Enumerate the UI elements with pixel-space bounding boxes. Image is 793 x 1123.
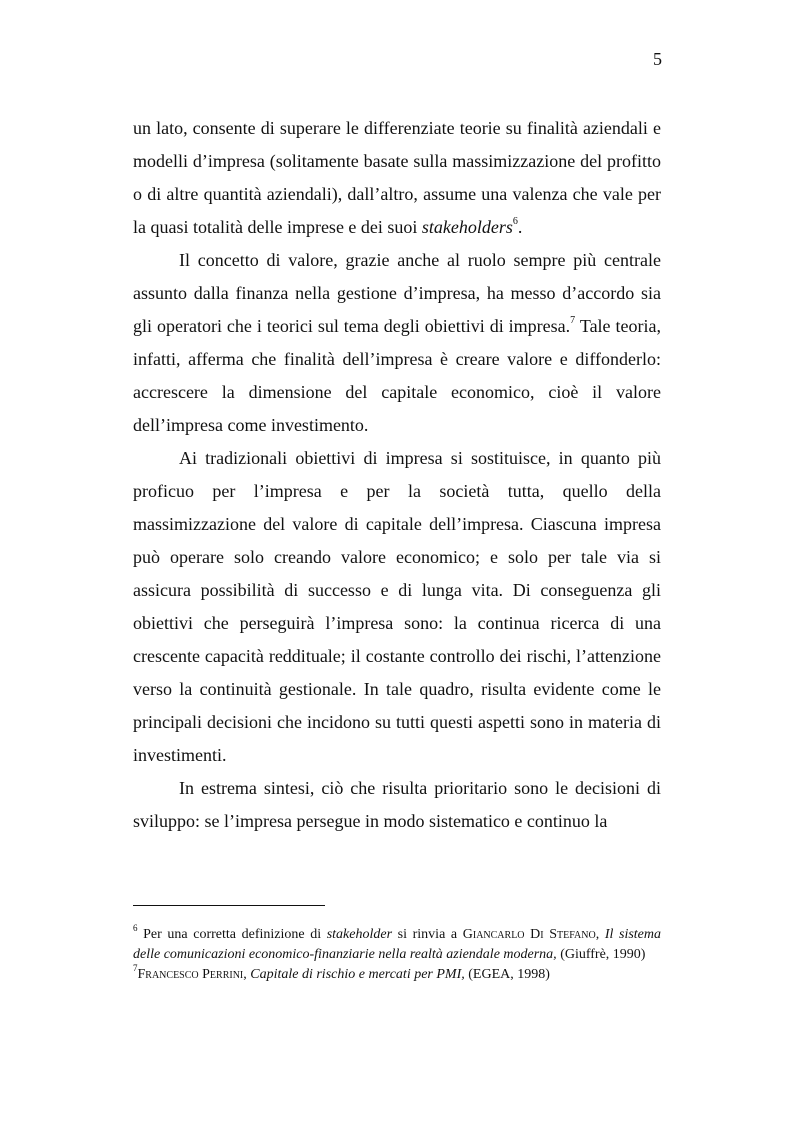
footnote-text: (Giuffrè, 1990)	[556, 947, 646, 962]
footnote-text: Per una corretta definizione di	[137, 927, 327, 942]
italic-term: stakeholders	[421, 217, 513, 237]
paragraph-text: un lato, consente di superare le differenziate teorie su finalità aziendali e modelli d’impresa (solitamente basate sulla massimizzazione del profitto o di altre quantità aziendali), dall’altro, assume una valenza che vale per la quasi totalità delle imprese e dei suoi	[133, 118, 661, 237]
body-text	[133, 112, 661, 838]
book-title: Capitale di rischio e mercati per PMI,	[250, 967, 465, 982]
paragraph: Ai tradizionali obiettivi di impresa si sostituisce, in quanto più proficuo per l’impresa e per la società tutta, quello della massimizzazione del valore di capitale dell’impresa. Ciascuna impresa può operare solo creando valore economico; e solo per tale via si assicura possibilità di successo e di lunga vita. Di conseguenza gli obiettivi che perseguirà l’impresa sono: la continua ricerca di una crescente capacità reddituale; il costante controllo dei rischi, l’attenzione verso la continuità gestionale. In tale quadro, risulta evidente come le principali decisioni che incidono su tutti questi aspetti sono in materia di investimenti.	[133, 448, 661, 765]
footnote-reference[interactable]: 6	[512, 216, 518, 227]
italic-term: stakeholder	[326, 927, 393, 942]
paragraph: In estrema sintesi, ciò che risulta prioritario sono le decisioni di sviluppo: se l’impresa persegue in modo sistematico e continuo la	[133, 778, 661, 831]
footnote-text: (EGEA, 1998)	[464, 967, 550, 982]
paragraph-text: Tale teoria, infatti, afferma che finalità dell’impresa è creare valore e diffonderlo: accrescere la dimensione del capitale economico, cioè il valore dell’impresa come investimento.	[133, 316, 661, 435]
paragraph	[133, 244, 661, 442]
footnote-reference[interactable]: 7	[570, 315, 576, 326]
footnote	[133, 965, 661, 985]
footnote-text: ,	[595, 927, 605, 942]
footnote-text: si rinvia a	[392, 927, 463, 942]
footnote	[133, 925, 661, 965]
footnote-number: 7	[133, 963, 138, 974]
book-title: Il sistema delle comunicazioni economico-finanziarie nella realtà aziendale moderna,	[133, 927, 662, 962]
page-number: 5	[653, 49, 662, 69]
author-name: Giancarlo Di Stefano	[462, 927, 596, 942]
paragraph-text: .	[517, 217, 523, 237]
footnote-text: ,	[243, 967, 251, 982]
paragraph	[133, 112, 661, 244]
footnote-number: 6	[133, 923, 138, 934]
footnotes	[133, 925, 661, 985]
footnote-divider	[133, 905, 325, 906]
paragraph-text: Il concetto di valore, grazie anche al ruolo sempre più centrale assunto dalla finanza nella gestione d’impresa, ha messo d’accordo sia gli operatori che i teorici sul tema degli obiettivi di impresa.	[133, 250, 661, 336]
author-name: Francesco Perrini	[137, 967, 244, 982]
